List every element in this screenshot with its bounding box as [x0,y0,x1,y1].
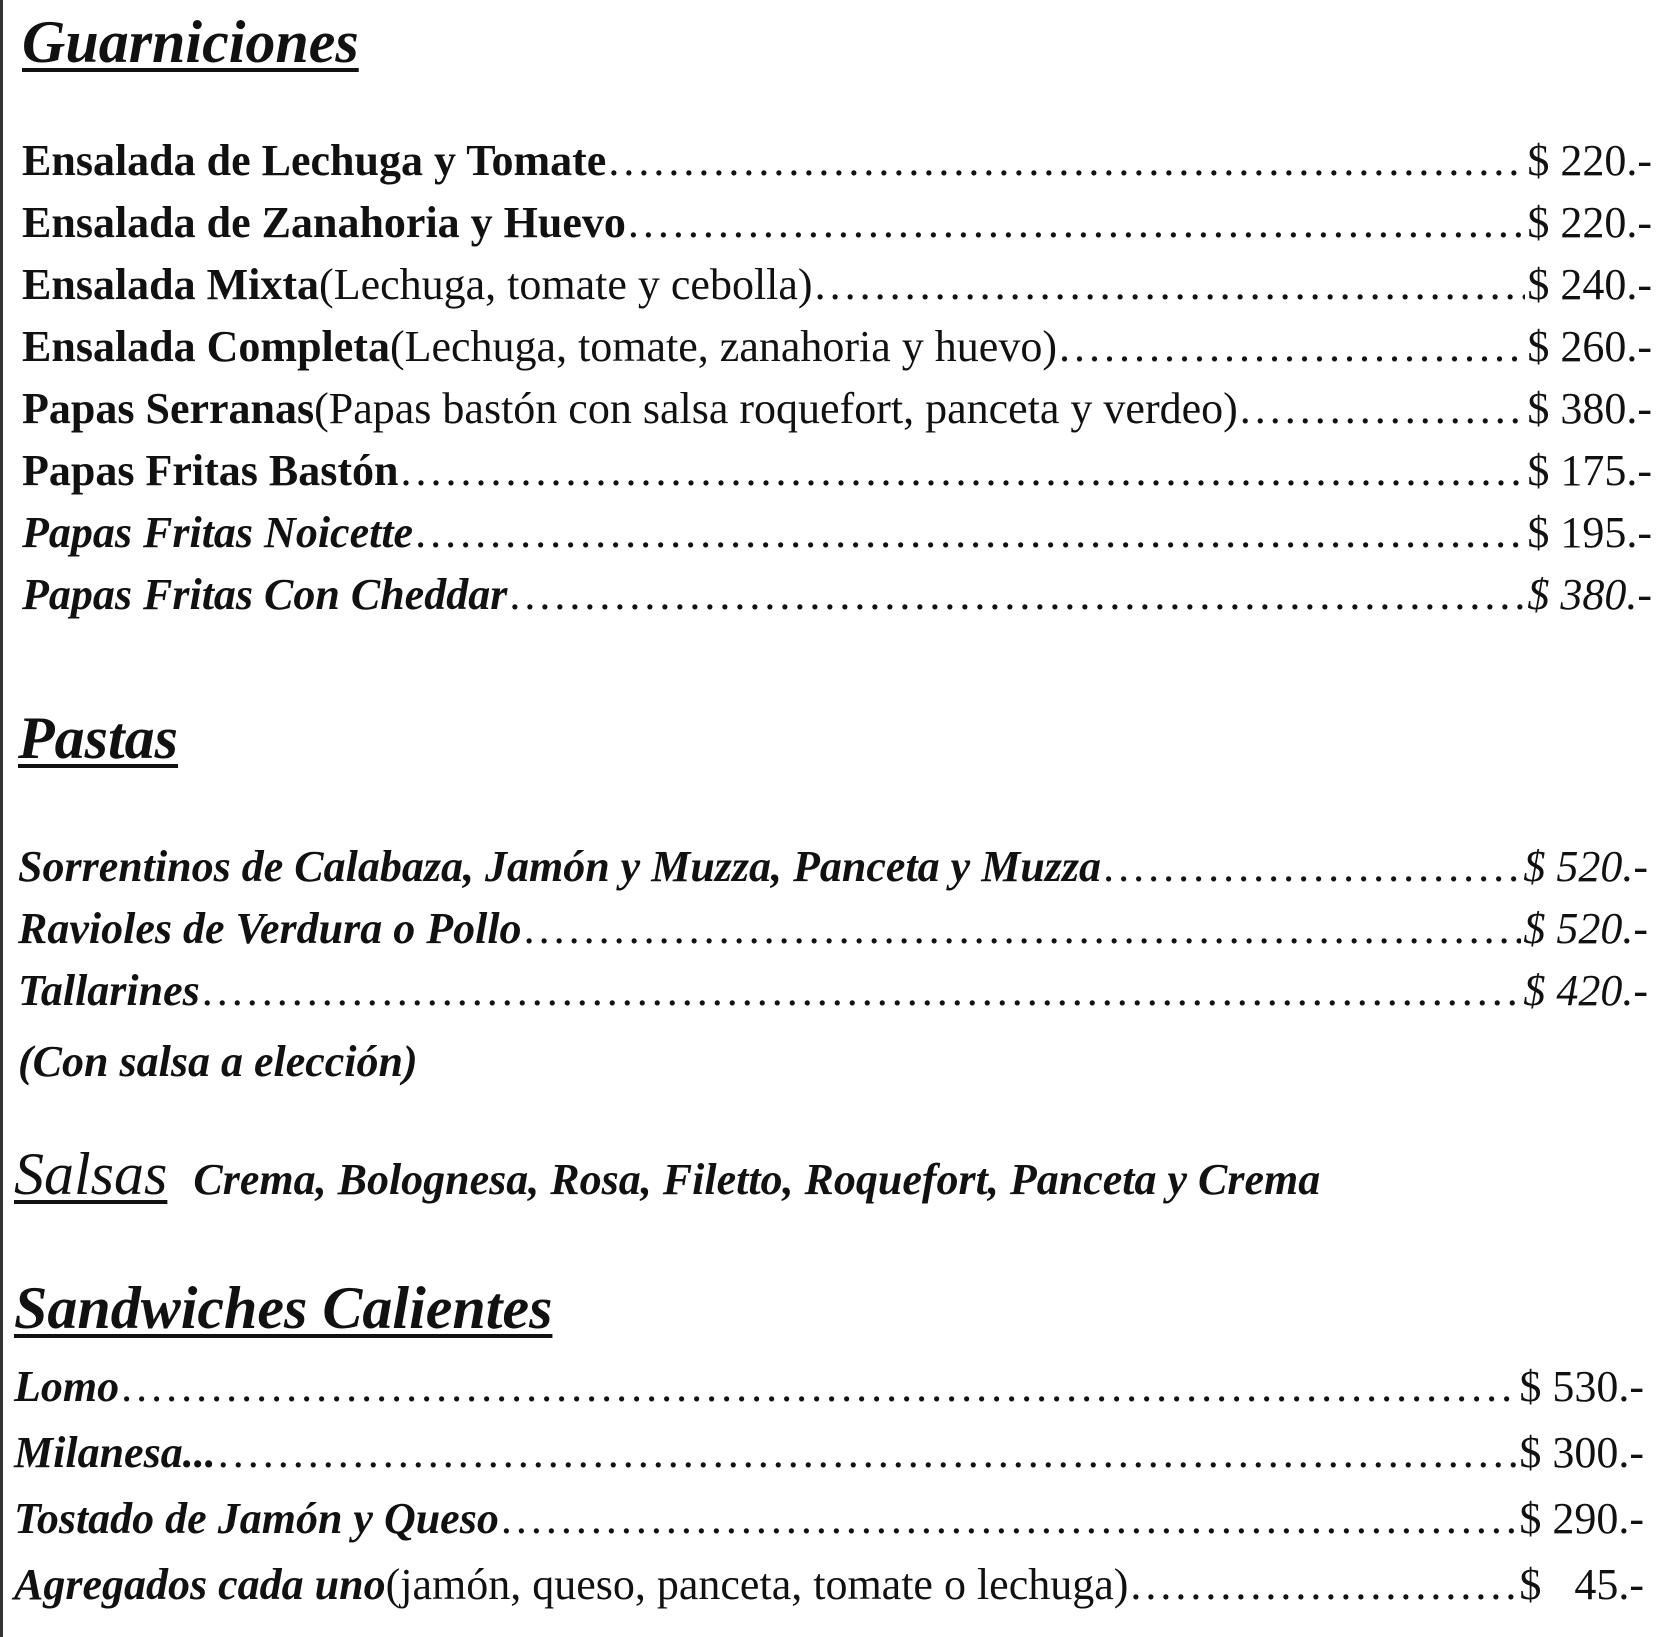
item-name: Papas Serranas [22,384,315,433]
section-title-salsas: Salsas [14,1141,168,1207]
item-description: (jamón, queso, panceta, tomate o lechuga) [385,1560,1129,1609]
dot-leader [415,504,1525,562]
menu-item-row [14,1424,1644,1482]
dot-leader [524,900,1522,958]
salsas-list: Crema, Bolognesa, Rosa, Filetto, Roquefort, Panceta y Crema [193,1155,1321,1204]
menu-item-row [22,504,1652,562]
item-name: Agregados cada uno [14,1560,386,1609]
item-description: (Lechuga, tomate, zanahoria y huevo) [389,322,1057,371]
dot-leader [1240,380,1526,438]
pastas-note: (Con salsa a elección) [18,1037,418,1086]
item-description: (Papas bastón con salsa roquefort, panceta y verdeo) [314,384,1238,433]
dot-leader [1059,318,1525,376]
section-title-guarniciones: Guarniciones [22,9,359,75]
item-price: $ 220.- [1527,198,1652,247]
page-left-border [0,0,3,1637]
dot-leader [1103,838,1521,896]
dot-leader [608,132,1525,190]
section-title-pastas: Pastas [18,705,179,771]
item-name: Ensalada de Zanahoria y Huevo [22,198,626,247]
item-name: Tallarines [18,966,200,1015]
menu-item-row [18,838,1648,896]
item-name: Ensalada Mixta [22,260,320,309]
dot-leader [1130,1556,1517,1614]
menu-item-row [22,380,1652,438]
dot-leader [218,1424,1518,1482]
menu-item-row [22,256,1652,314]
menu-item-row [22,318,1652,376]
dot-leader [202,962,1522,1020]
item-price: $ 300.- [1519,1428,1644,1477]
dot-leader [121,1358,1517,1416]
section-title-sandwiches: Sandwiches Calientes [14,1275,553,1341]
menu-item-row [22,566,1652,624]
item-price: $ 380.- [1527,570,1652,619]
menu-item-row [18,900,1648,958]
item-name: Papas Fritas Bastón [22,446,399,495]
item-name: Ensalada Completa [22,322,390,371]
item-name: Papas Fritas Con Cheddar [22,570,508,619]
item-price: $ 195.- [1527,508,1652,557]
item-price: $ 530.- [1519,1362,1644,1411]
item-name: Lomo [14,1362,120,1411]
item-price: $ 220.- [1527,136,1652,185]
item-price: $ 380.- [1527,384,1652,433]
item-price: $ 45.- [1519,1560,1644,1609]
dot-leader [815,256,1526,314]
dot-leader [501,1490,1518,1548]
item-price: $ 175.- [1527,446,1652,495]
item-name: Ensalada de Lechuga y Tomate [22,136,607,185]
dot-leader [628,194,1525,252]
menu-item-row [22,132,1652,190]
menu-item-row [14,1358,1644,1416]
item-name: Sorrentinos de Calabaza, Jamón y Muzza, Panceta y Muzza [18,842,1102,891]
item-name: Papas Fritas Noicette [22,508,414,557]
item-description: (Lechuga, tomate y cebolla) [319,260,813,309]
menu-item-row [18,962,1648,1020]
menu-item-row [14,1490,1644,1548]
item-price: $ 520.- [1523,842,1648,891]
item-price: $ 420.- [1523,966,1648,1015]
menu-item-row [14,1556,1644,1614]
salsas-line [14,1140,1320,1209]
dot-leader [509,566,1525,624]
item-name: Milanesa... [14,1428,216,1477]
item-name: Ravioles de Verdura o Pollo [18,904,522,953]
menu-item-row [22,194,1652,252]
item-price: $ 290.- [1519,1494,1644,1543]
item-price: $ 240.- [1527,260,1652,309]
dot-leader [400,442,1525,500]
item-name: Tostado de Jamón y Queso [14,1494,499,1543]
menu-item-row [22,442,1652,500]
item-price: $ 260.- [1527,322,1652,371]
item-price: $ 520.- [1523,904,1648,953]
